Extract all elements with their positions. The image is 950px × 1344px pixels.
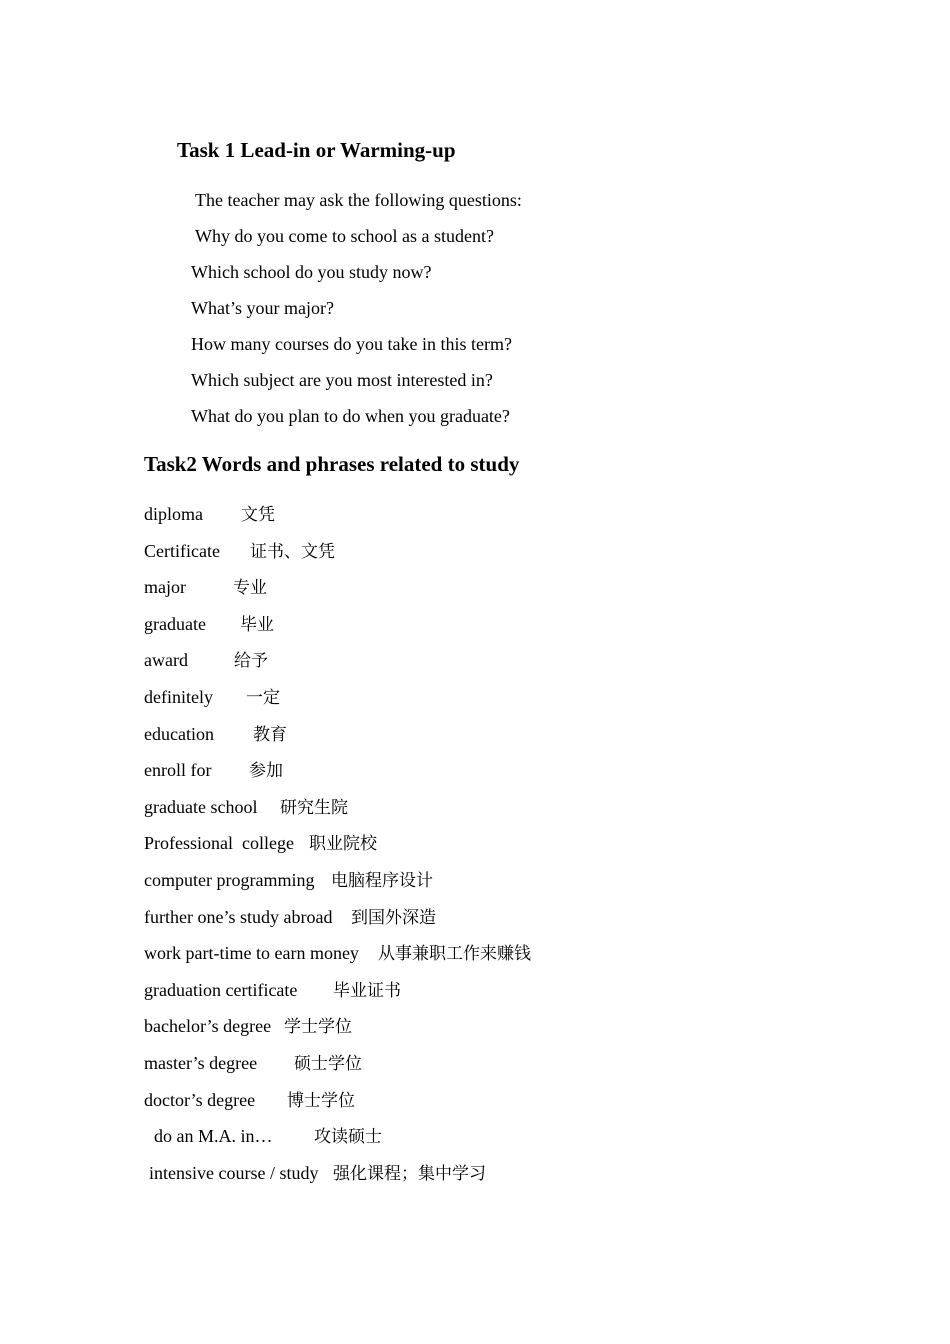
vocab-translation: 教育 (253, 724, 287, 745)
vocab-term: graduate (144, 613, 206, 634)
vocab-translation: 到国外深造 (351, 907, 436, 928)
vocab-term: major (144, 577, 186, 598)
vocab-item (144, 647, 531, 684)
vocab-item (144, 574, 531, 611)
task1-heading: Task 1 Lead-in or Warming-up (177, 138, 456, 162)
vocab-item (144, 977, 531, 1014)
task1-question: What do you plan to do when you graduate? (191, 406, 510, 426)
task1-question: Which school do you study now? (191, 262, 432, 282)
task2-heading: Task2 Words and phrases related to study (144, 452, 520, 476)
task1-question: Which subject are you most interested in? (191, 370, 493, 390)
vocab-item (144, 611, 531, 648)
vocab-term: award (144, 650, 188, 671)
vocab-item (144, 684, 531, 721)
vocab-term: graduate school (144, 796, 258, 817)
vocab-translation: 博士学位 (287, 1090, 355, 1111)
vocab-item (144, 538, 531, 575)
vocab-term: Professional college (144, 833, 294, 854)
vocab-translation: 专业 (233, 578, 267, 599)
vocab-item (144, 1087, 531, 1124)
task1-question: What’s your major? (191, 298, 334, 318)
vocab-item (144, 1123, 531, 1160)
vocab-translation: 文凭 (241, 505, 275, 525)
vocab-term: education (144, 723, 214, 744)
vocab-translation: 强化课程；集中学习 (333, 1163, 486, 1184)
vocab-term: work part-time to earn money (144, 943, 359, 964)
vocab-translation: 硕士学位 (294, 1053, 362, 1074)
vocab-translation: 学士学位 (284, 1017, 352, 1038)
task1-question: How many courses do you take in this term? (191, 334, 512, 354)
vocab-item (144, 1013, 531, 1050)
vocab-term: bachelor’s degree (144, 1016, 272, 1037)
vocab-translation: 研究生院 (280, 797, 348, 818)
vocab-term: intensive course / study (149, 1162, 319, 1183)
vocab-item (144, 501, 531, 538)
vocab-item (144, 1050, 531, 1087)
vocab-item (144, 904, 531, 941)
vocab-item (144, 721, 531, 758)
vocab-term: diploma (144, 504, 203, 524)
vocab-item (144, 867, 531, 904)
vocab-translation: 给予 (234, 651, 268, 672)
vocab-translation: 参加 (249, 761, 283, 782)
vocab-term: further one’s study abroad (144, 906, 333, 927)
vocab-term: doctor’s degree (144, 1089, 256, 1110)
vocab-item (144, 757, 531, 794)
vocab-term: definitely (144, 686, 213, 707)
task1-intro-line: The teacher may ask the following questions: (195, 190, 522, 210)
vocab-term: do an M.A. in… (154, 1126, 273, 1147)
vocab-item (144, 794, 531, 831)
vocabulary-list (144, 501, 531, 1196)
vocab-translation: 一定 (246, 687, 280, 708)
vocab-translation: 毕业证书 (333, 980, 401, 1001)
vocab-translation: 毕业 (240, 614, 274, 635)
task1-question-list (0, 187, 522, 439)
vocab-term: Certificate (144, 540, 220, 561)
vocab-translation: 职业院校 (309, 834, 377, 855)
vocab-term: graduation certificate (144, 979, 298, 1000)
vocab-translation: 从事兼职工作来赚钱 (378, 944, 531, 965)
vocab-term: enroll for (144, 760, 212, 781)
task1-question: Why do you come to school as a student? (195, 226, 494, 246)
vocab-translation: 电脑程序设计 (331, 870, 433, 891)
vocab-item (144, 1160, 531, 1197)
vocab-term: computer programming (144, 869, 315, 890)
vocab-term: master’s degree (144, 1052, 258, 1073)
vocab-translation: 攻读硕士 (314, 1127, 382, 1148)
vocab-item (144, 830, 531, 867)
vocab-translation: 证书、文凭 (250, 541, 335, 562)
vocab-item (144, 940, 531, 977)
